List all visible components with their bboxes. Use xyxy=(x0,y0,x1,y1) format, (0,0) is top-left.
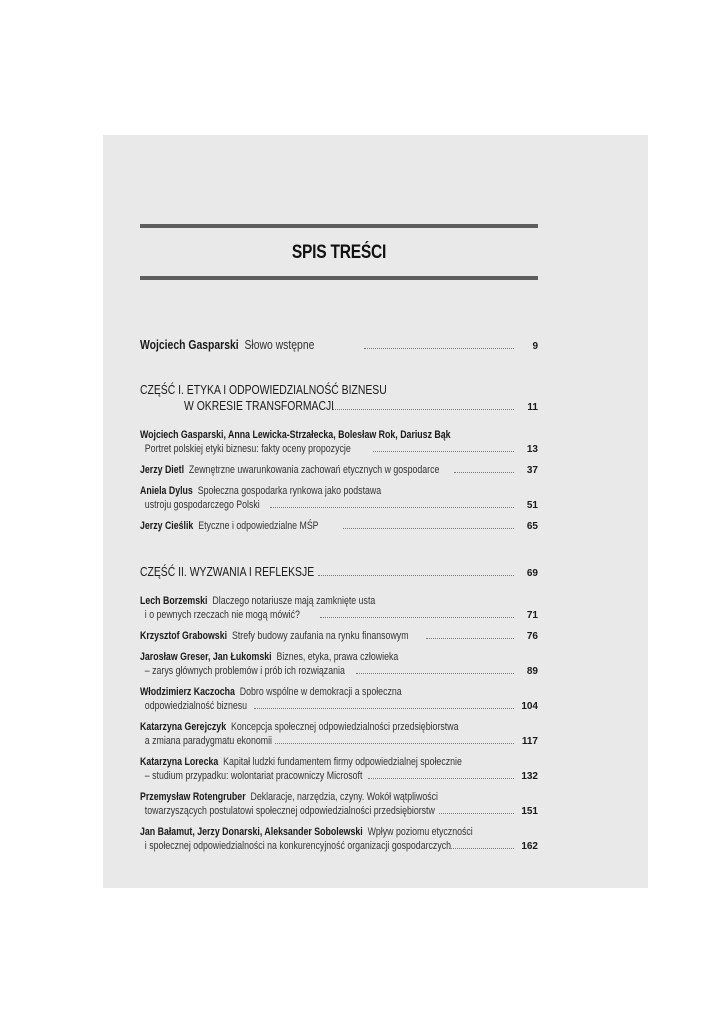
entry-title-cont: – studium przypadku: wolontariat pracowniczy Microsoft xyxy=(144,770,363,782)
entry-title: Deklaracje, narzędzia, czyny. Wokół wątpliwości xyxy=(250,791,439,803)
entry-author: Katarzyna Lorecka xyxy=(140,756,219,768)
leader-dots xyxy=(364,348,514,349)
toc-entry[interactable] xyxy=(140,484,538,513)
toc-entry[interactable] xyxy=(140,755,538,784)
entry-title: Kapitał ludzki fundamentem firmy odpowiedzialnej społecznie xyxy=(223,756,462,768)
bottom-rule xyxy=(140,276,538,280)
page-number: 37 xyxy=(526,465,538,476)
entry-author: Jerzy Cieślik xyxy=(140,520,194,532)
leader-dots xyxy=(320,617,514,618)
page-number: 132 xyxy=(521,771,538,782)
page-number: 69 xyxy=(526,568,538,579)
entry-title: Zewnętrzne uwarunkowania zachowań etycznych w gospodarce xyxy=(188,464,440,476)
toc-entry[interactable] xyxy=(140,594,538,623)
entry-title-cont: towarzyszących postulatowi społecznej odpowiedzialności przedsiębiorstw xyxy=(144,805,435,817)
toc-page xyxy=(140,224,538,854)
page-number: 76 xyxy=(526,631,538,642)
leader-dots xyxy=(318,575,514,576)
leader-dots xyxy=(368,778,514,779)
part-heading: CZĘŚĆ I. ETYKA I ODPOWIEDZIALNOŚĆ BIZNESU xyxy=(140,382,387,397)
leader-dots xyxy=(275,743,514,744)
top-rule xyxy=(140,224,538,228)
page-number: 9 xyxy=(532,341,538,352)
leader-dots xyxy=(373,451,514,452)
page-number: 71 xyxy=(526,610,538,621)
page-number: 117 xyxy=(521,736,538,747)
toc-entry-foreword[interactable] xyxy=(140,338,538,354)
toc-entry[interactable] xyxy=(140,685,538,714)
leader-dots xyxy=(343,528,514,529)
part-heading: CZĘŚĆ II. WYZWANIA I REFLEKSJE xyxy=(140,564,315,579)
leader-dots xyxy=(426,638,514,639)
entry-author: Aniela Dylus xyxy=(140,485,193,497)
entry-author: Katarzyna Gerejczyk xyxy=(140,721,227,733)
page-number: 11 xyxy=(527,402,538,413)
leader-dots xyxy=(332,409,514,410)
entry-title: Koncepcja społecznej odpowiedzialności przedsiębiorstwa xyxy=(231,721,459,733)
toc-entry[interactable] xyxy=(140,629,538,644)
entry-author: Wojciech Gasparski xyxy=(140,337,239,352)
toc-part-1[interactable] xyxy=(140,382,538,416)
entry-author: Przemysław Rotengruber xyxy=(140,791,246,803)
entry-title: Etyczne i odpowiedzialne MŚP xyxy=(198,520,319,532)
page-number: 89 xyxy=(526,666,538,677)
page-number: 104 xyxy=(521,701,538,712)
toc-entry[interactable] xyxy=(140,428,538,457)
entry-author: Włodzimierz Kaczocha xyxy=(140,686,235,698)
entry-author: Krzysztof Grabowski xyxy=(140,630,228,642)
entry-title: Strefy budowy zaufania na rynku finansowym xyxy=(231,630,409,642)
entry-title-cont: – zarys głównych problemów i prób ich rozwiązania xyxy=(144,665,345,677)
leader-dots xyxy=(356,673,514,674)
entry-author: Lech Borzemski xyxy=(140,595,208,607)
toc-entry[interactable] xyxy=(140,650,538,679)
toc-part-2[interactable] xyxy=(140,564,538,582)
entry-title: Dobro wspólne w demokracji a społeczna xyxy=(239,686,402,698)
entry-author: Jan Bałamut, Jerzy Donarski, Aleksander Sobolewski xyxy=(140,826,363,838)
leader-dots xyxy=(254,708,514,709)
entry-title: Portret polskiej etyki biznesu: fakty oceny propozycje xyxy=(144,443,351,455)
page-number: 65 xyxy=(526,521,538,532)
toc-entry[interactable] xyxy=(140,720,538,749)
page-number: 151 xyxy=(521,806,538,817)
entry-title-cont: i o pewnych rzeczach nie mogą mówić? xyxy=(144,609,300,621)
entry-title-cont: odpowiedzialność biznesu xyxy=(144,700,248,712)
page-number: 51 xyxy=(526,500,538,511)
page-title: SPIS TREŚCI xyxy=(291,242,387,263)
toc-entry[interactable] xyxy=(140,519,538,534)
part-heading-cont: W OKRESIE TRANSFORMACJI xyxy=(184,398,335,413)
entry-title-cont: ustroju gospodarczego Polski xyxy=(144,499,260,511)
toc-entry[interactable] xyxy=(140,463,538,478)
leader-dots xyxy=(439,813,514,814)
entry-author: Wojciech Gasparski, Anna Lewicka-Strzałecka, Bolesław Rok, Dariusz Bąk xyxy=(140,429,451,441)
entry-title: Słowo wstępne xyxy=(244,337,315,352)
entry-title: Dlaczego notariusze mają zamknięte usta xyxy=(212,595,376,607)
leader-dots xyxy=(270,507,514,508)
toc-entry[interactable] xyxy=(140,825,538,854)
entry-author: Jarosław Greser, Jan Łukomski xyxy=(140,651,272,663)
entry-title: Społeczna gospodarka rynkowa jako podstawa xyxy=(197,485,382,497)
leader-dots xyxy=(454,472,514,473)
toc-entry[interactable] xyxy=(140,790,538,819)
leader-dots xyxy=(449,848,514,849)
entry-title-cont: i społecznej odpowiedzialności na konkurencyjność organizacji gospodarczych xyxy=(144,840,452,852)
page-number: 13 xyxy=(526,444,538,455)
page-number: 162 xyxy=(521,841,538,852)
entry-title-cont: a zmiana paradygmatu ekonomii xyxy=(144,735,272,747)
entry-title: Wpływ poziomu etyczności xyxy=(367,826,473,838)
entry-title: Biznes, etyka, prawa człowieka xyxy=(276,651,399,663)
entry-author: Jerzy Dietl xyxy=(140,464,185,476)
